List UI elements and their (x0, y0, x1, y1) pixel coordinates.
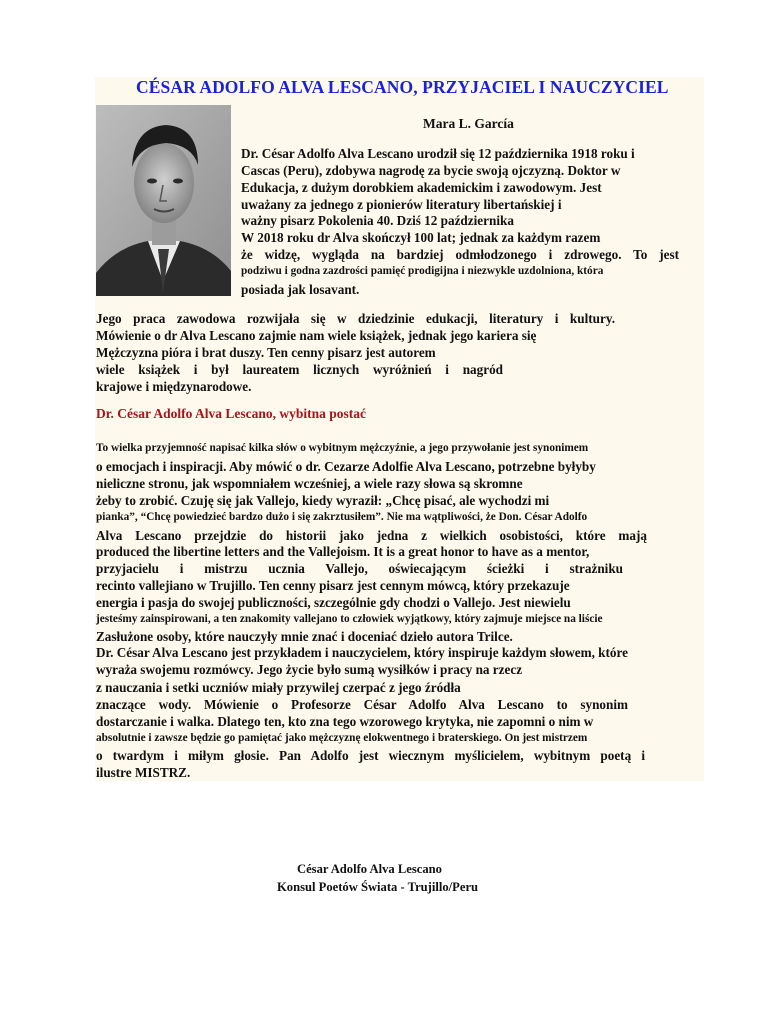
text-line: To wielka przyjemność napisać kilka słów o wybitnym mężczyźnie, a jego przywołanie jest synonimem (96, 442, 589, 454)
text-line: o twardym i miłym głosie. Pan Adolfo jest wiecznym myślicielem, wybitnym poetą i (96, 748, 645, 763)
text-line: z nauczania i setki uczniów miały przywilej czerpać z jego źródła (96, 680, 461, 695)
text-line: Jego praca zawodowa rozwijała się w dziedzinie edukacji, literatury i kultury. (96, 311, 615, 326)
text-line: absolutnie i zawsze będzie go pamiętać jako mężczyznę elokwentnego i braterskiego. On jest mistrzem (96, 732, 588, 744)
text-line: że widzę, wygląda na bardziej odmłodzonego i zdrowego. To jest (241, 247, 679, 262)
text-line: uważany za jednego z pionierów literatury libertańskiej i (241, 197, 562, 212)
text-line: produced the libertine letters and the Vallejoism. It is a great honor to have as a mentor, (96, 544, 590, 559)
text-line: Mężczyzna pióra i brat duszy. Ten cenny pisarz jest autorem (96, 345, 436, 360)
text-line: nieliczne stronu, jak wspomniałem wcześniej, a wiele razy słowa są skromne (96, 476, 523, 491)
text-line: W 2018 roku dr Alva skończył 100 lat; jednak za każdym razem (241, 230, 601, 245)
text-line: energia i pasja do swojej publiczności, szczególnie gdy chodzi o Vallejo. Jest niewielu (96, 595, 571, 610)
text-line: ilustre MISTRZ. (96, 765, 191, 780)
text-line: Edukacja, z dużym dorobkiem akademickim i zawodowym. Jest (241, 180, 602, 195)
text-line: recinto vallejiano w Trujillo. Ten cenny pisarz jest cennym mówcą, który przekazuje (96, 578, 570, 593)
text-line: Dr. César Adolfo Alva Lescano urodził się 12 października 1918 roku i (241, 146, 635, 161)
text-line: o emocjach i inspiracji. Aby mówić o dr. Cezarze Adolfie Alva Lescano, potrzebne byłyby (96, 459, 596, 474)
text-line: Cascas (Peru), zdobywa nagrodę za bycie swoją ojczyzną. Doktor w (241, 163, 621, 178)
text-line: podziwu i godna zazdrości pamięć prodigijna i niezwykle uzdolniona, która (241, 265, 604, 277)
text-line: Zasłużone osoby, które nauczyły mnie znać i doceniać dzieło autora Trilce. (96, 629, 513, 644)
author-name: Mara L. García (423, 116, 514, 131)
article-title: CÉSAR ADOLFO ALVA LESCANO, PRZYJACIEL I NAUCZYCIEL (136, 77, 669, 97)
text-line: Alva Lescano przejdzie do historii jako jedna z wielkich osobistości, które mają (96, 528, 647, 543)
portrait-image (96, 105, 231, 296)
signature-name: César Adolfo Alva Lescano (297, 862, 442, 876)
section-subheading: Dr. César Adolfo Alva Lescano, wybitna postać (96, 406, 367, 421)
text-line: żeby to zrobić. Czuję się jak Vallejo, kiedy wyraził: „Chcę pisać, ale wychodzi mi (96, 493, 550, 508)
text-line: krajowe i międzynarodowe. (96, 379, 252, 394)
text-line: Dr. César Alva Lescano jest przykładem i nauczycielem, który inspiruje każdym słowem, które (96, 645, 628, 660)
text-line: wiele książek i był laureatem licznych wyróżnień i nagród (96, 362, 503, 377)
text-line: ważny pisarz Pokolenia 40. Dziś 12 października (241, 213, 514, 228)
signature-role: Konsul Poetów Świata - Trujillo/Peru (277, 880, 479, 894)
author-portrait-photo (96, 105, 231, 296)
text-line: znaczące wody. Mówienie o Profesorze César Adolfo Alva Lescano to synonim (96, 697, 628, 712)
text-line: wyraża swojemu rozmówcy. Jego życie było sumą wysiłków i pracy na rzecz (96, 662, 523, 677)
text-line: posiada jak losavant. (241, 282, 360, 297)
text-line: pianka”, “Chcę powiedzieć bardzo dużo i się zakrztusiłem”. Nie ma wątpliwości, że Don. César Adolfo (96, 511, 588, 523)
text-line: przyjacielu i mistrzu ucznia Vallejo, oświecającym ścieżki i strażniku (96, 561, 623, 576)
text-line: dostarczanie i walka. Dlatego ten, kto zna tego wzorowego krytyka, nie zapomni o nim w (96, 714, 594, 729)
text-line: jesteśmy zainspirowani, a ten znakomity vallejano to człowiek wyjątkowy, który zajmuje miejsce na liście (96, 613, 603, 625)
text-line: Mówienie o dr Alva Lescano zajmie nam wiele książek, jednak jego kariera się (96, 328, 537, 343)
